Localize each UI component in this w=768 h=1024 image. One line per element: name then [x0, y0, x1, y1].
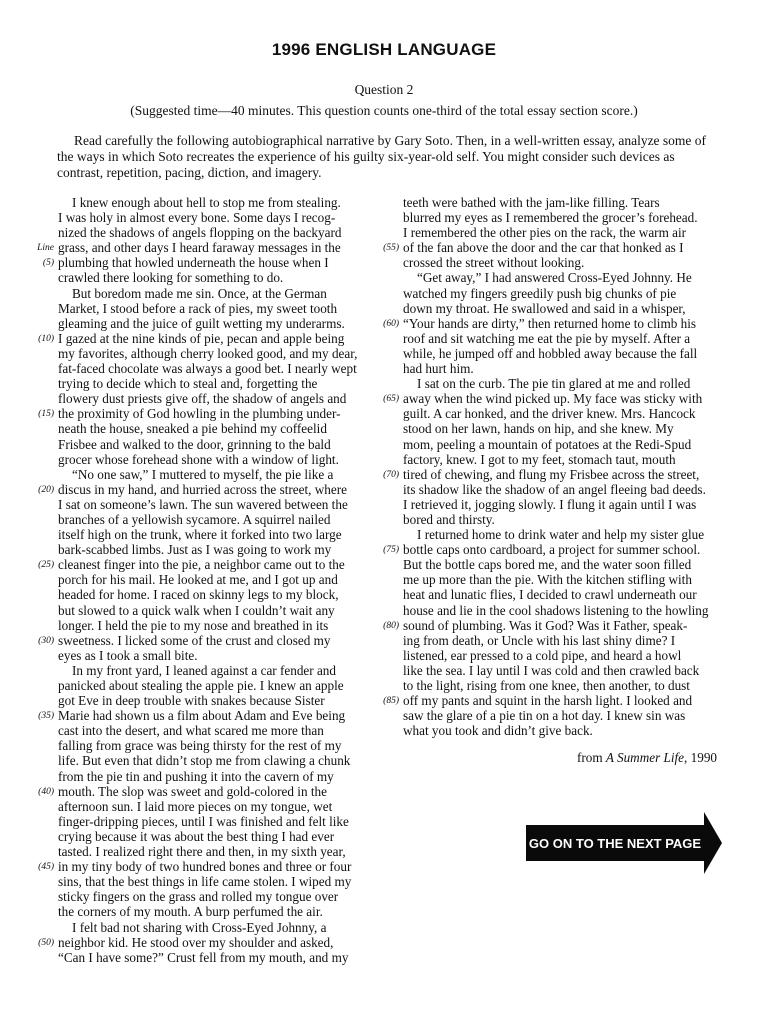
- passage-line-text: what you took and didn’t give back.: [403, 723, 593, 739]
- passage-line-text: But boredom made me sin. Once, at the German: [72, 285, 327, 301]
- passage-line: [58, 587, 376, 602]
- passage-line-text: me up more than the pie. With the kitchen stifling with: [403, 572, 692, 588]
- passage-line: [58, 769, 376, 784]
- passage-line-text: factory, knew. I got to my feet, stomach taut, mouth: [403, 451, 676, 467]
- passage-line: [403, 648, 721, 663]
- passage-line-text: blurred my eyes as I remembered the grocer’s forehead.: [403, 210, 698, 226]
- source-prefix: from: [576, 750, 606, 765]
- line-number-marker: (15): [38, 409, 54, 420]
- source-citation: [403, 750, 717, 766]
- passage-line: [58, 950, 376, 965]
- line-number-marker: (70): [383, 469, 399, 480]
- passage-line-text: crossed the street without looking.: [403, 255, 585, 271]
- passage-line: [403, 210, 721, 225]
- passage-line: [383, 315, 721, 331]
- line-number-marker: (55): [383, 243, 399, 254]
- passage-line: [58, 225, 376, 240]
- passage-line: [383, 693, 721, 709]
- passage-line: [38, 330, 376, 346]
- passage-line-text: plumbing that howled underneath the house when I: [58, 255, 329, 271]
- passage-left-column: [37, 195, 376, 965]
- passage-line: [403, 195, 721, 210]
- passage-line-text: Frisbee and walked to the door, grinning to the bald: [58, 436, 331, 452]
- passage-line-text: I sat on the curb. The pie tin glared at me and rolled: [417, 376, 691, 392]
- line-number-marker: (25): [38, 560, 54, 571]
- passage-line-text: life. But even that didn’t stop me from clawing a chunk: [58, 753, 351, 769]
- next-page-arrow[interactable]: [526, 812, 722, 874]
- passage-line-text: I returned home to drink water and help my sister glue: [417, 527, 705, 543]
- passage-line-text: afternoon sun. I laid more pieces on my tongue, wet: [58, 798, 333, 814]
- passage-line: [403, 270, 721, 285]
- passage-line: [58, 195, 376, 210]
- passage-line: [383, 240, 721, 256]
- passage-line-text: I sat on someone’s lawn. The sun wavered between the: [58, 496, 348, 512]
- passage-line-text: longer. I held the pie to my nose and breathed in its: [58, 617, 329, 633]
- passage-line: [403, 361, 721, 376]
- passage-line-text: headed for home. I raced on skinny legs to my block,: [58, 587, 339, 603]
- line-number-marker: (75): [383, 545, 399, 556]
- passage-line-text: bored and thirsty.: [403, 511, 495, 527]
- line-number-marker: (50): [38, 937, 54, 948]
- passage-line: [403, 225, 721, 240]
- passage-line-text: grocer whose forehead shone with a window of light.: [58, 451, 339, 467]
- passage-line: [58, 618, 376, 633]
- passage-line: [58, 346, 376, 361]
- passage-line: [58, 603, 376, 618]
- passage-line: [403, 678, 721, 693]
- passage-line-text: stood on her lawn, hands on hip, and she knew. My: [403, 421, 674, 437]
- passage-line: [403, 421, 721, 436]
- passage-line-text: bottle caps onto cardboard, a project for summer school.: [403, 542, 701, 558]
- passage-line: [403, 603, 721, 618]
- passage-line: [58, 316, 376, 331]
- line-number-marker: (85): [383, 696, 399, 707]
- next-page-label: GO ON TO THE NEXT PAGE: [528, 836, 702, 851]
- passage-line-text: “No one saw,” I muttered to myself, the pie like a: [72, 466, 334, 482]
- passage-line-text: porch for his mail. He looked at me, and I got up and: [58, 572, 338, 588]
- line-number-marker: (60): [383, 318, 399, 329]
- passage-line-text: flowery dust priests give off, the shadow of angels and: [58, 391, 347, 407]
- passage-line: [58, 920, 376, 935]
- passage-line: [58, 723, 376, 738]
- passage-line-text: down my throat. He swallowed and said in a whisper,: [403, 300, 686, 316]
- line-number-marker: (30): [38, 635, 54, 646]
- passage-line: [403, 708, 721, 723]
- passage-line-text: heat and lunatic flies, I decided to crawl underneath our: [403, 587, 697, 603]
- passage-line-text: listened, ear pressed to a cold pipe, and heard a howl: [403, 647, 682, 663]
- passage-line: [383, 542, 721, 558]
- passage-line-text: finger-dripping pieces, until I was finished and felt like: [58, 813, 349, 829]
- passage-line-text: away when the wind picked up. My face was sticky with: [403, 391, 703, 407]
- page-title: 1996 ENGLISH LANGUAGE: [271, 40, 497, 59]
- passage-line-text: I was holy in almost every bone. Some days I recog-: [58, 210, 336, 226]
- line-number-marker: Line: [37, 243, 54, 254]
- passage-line-text: eyes as I took a small bite.: [58, 647, 198, 663]
- passage-line: [403, 301, 721, 316]
- arrow-shape: [526, 812, 722, 874]
- passage-line: [58, 829, 376, 844]
- passage-line: [403, 512, 721, 527]
- passage-line-text: sound of plumbing. Was it God? Was it Father, speak-: [403, 617, 688, 633]
- passage-line-text: bark-scabbed limbs. Just as I was going to work my: [58, 542, 332, 558]
- passage-line: [58, 753, 376, 768]
- passage-line: [58, 904, 376, 919]
- passage-line: [403, 482, 721, 497]
- passage-line-text: mouth. The slop was sweet and gold-colored in the: [58, 783, 327, 799]
- passage-line: [58, 693, 376, 708]
- passage-line-text: I remembered the other pies on the rack, the warm air: [403, 225, 687, 241]
- line-number-marker: (45): [38, 862, 54, 873]
- passage-line: [383, 391, 721, 407]
- passage-line-text: tasted. I realized right there and then, in my sixth year,: [58, 844, 346, 860]
- passage-line-text: ing from death, or Uncle with his last shiny dime? I: [403, 632, 676, 648]
- passage-line: [403, 663, 721, 678]
- passage-line-text: Marie had shown us a film about Adam and Eve being: [58, 708, 346, 724]
- passage-line: [58, 376, 376, 391]
- passage-right-column: [383, 195, 721, 739]
- passage-line: [403, 406, 721, 421]
- passage-line-text: itself high on the trunk, where it forked into two large: [58, 527, 342, 543]
- passage-line-text: crawled there looking for something to do.: [58, 270, 284, 286]
- passage-line: [58, 663, 376, 678]
- passage-line: [403, 437, 721, 452]
- passage-line-text: neighbor kid. He stood over my shoulder and asked,: [58, 934, 334, 950]
- passage-line-text: “Can I have some?” Crust fell from my mouth, and my: [58, 949, 349, 965]
- passage-line-text: gleaming and the juice of guilt wetting my underarms.: [58, 315, 345, 331]
- line-number-marker: (20): [38, 484, 54, 495]
- passage-line-text: sins, that the best things in life came stolen. I wiped my: [58, 874, 352, 890]
- passage-line: [38, 481, 376, 497]
- passage-line: [403, 346, 721, 361]
- passage-line: [403, 255, 721, 270]
- passage-line: [38, 783, 376, 799]
- passage-line: [58, 286, 376, 301]
- passage-line: [58, 421, 376, 436]
- line-number-marker: (10): [38, 333, 54, 344]
- passage-line: [403, 527, 721, 542]
- passage-line-text: in my tiny body of two hundred bones and three or four: [58, 859, 352, 875]
- passage-line-text: branches of a yellowish sycamore. A squirrel nailed: [58, 511, 331, 527]
- passage-line: [58, 497, 376, 512]
- passage-line-text: grass, and other days I heard faraway messages in the: [58, 240, 341, 256]
- passage-line: [403, 497, 721, 512]
- passage-line: [403, 723, 721, 738]
- passage-line: [58, 844, 376, 859]
- passage-line-text: from the pie tin and pushing it into the cavern of my: [58, 768, 334, 784]
- passage-line-text: house and lie in the cool shadows listening to the howling: [403, 602, 709, 618]
- passage-line: [58, 437, 376, 452]
- passage-line: [58, 270, 376, 285]
- passage-line-text: to the light, rising from one knee, then another, to dust: [403, 678, 690, 693]
- passage-line-text: while, he jumped off and hobbled away because the fall: [403, 345, 698, 361]
- passage-line-text: but slowed to a quick walk when I couldn’t wait any: [58, 602, 335, 618]
- passage-line-text: cleanest finger into the pie, a neighbor came out to the: [58, 557, 345, 573]
- passage-line: [403, 452, 721, 467]
- passage-line: [403, 633, 721, 648]
- passage-line: [58, 678, 376, 693]
- line-number-marker: (80): [383, 620, 399, 631]
- passage-line-text: saw the glare of a pie tin on a hot day. I knew sin was: [403, 708, 686, 724]
- passage-line-text: crying because it was about the best thing I had ever: [58, 828, 335, 844]
- passage-line: [38, 859, 376, 875]
- passage-line-text: roof and sit watching me eat the pie by myself. After a: [403, 330, 691, 346]
- passage-line-text: off my pants and squint in the harsh light. I looked and: [403, 693, 693, 709]
- passage-line: [42, 255, 376, 271]
- passage-line: [58, 542, 376, 557]
- passage-line-text: mom, peeling a mountain of potatoes at the Redi-Spud: [403, 436, 692, 452]
- source-year: , 1990: [684, 750, 717, 765]
- passage-line: [383, 617, 721, 633]
- passage-line: [58, 512, 376, 527]
- passage-line: [58, 648, 376, 663]
- passage-line-text: tired of chewing, and flung my Frisbee across the street,: [403, 466, 700, 482]
- passage-line-text: had hurt him.: [403, 361, 474, 377]
- passage-line-text: sticky fingers on the grass and rolled my tongue over: [58, 889, 339, 905]
- passage-line-text: guilt. A car honked, and the driver knew. Mrs. Hancock: [403, 406, 696, 422]
- line-number-marker: (35): [38, 711, 54, 722]
- source-book: A Summer Life: [605, 750, 685, 765]
- passage-line: [38, 934, 376, 950]
- passage-line-text: discus in my hand, and hurried across the street, where: [58, 481, 347, 497]
- passage-line-text: nized the shadows of angels flopping on the backyard: [58, 225, 342, 241]
- passage-line-text: I gazed at the nine kinds of pie, pecan and apple being: [58, 330, 345, 346]
- passage-line: [58, 799, 376, 814]
- passage-line-text: watched my fingers greedily push big chunks of pie: [403, 285, 677, 301]
- passage-line: [403, 286, 721, 301]
- passage-line-text: the corners of my mouth. A burp perfumed the air.: [58, 904, 323, 920]
- passage-line-text: cast into the desert, and what scared me more than: [58, 723, 324, 739]
- line-number-marker: (5): [42, 258, 54, 269]
- passage-line-text: In my front yard, I leaned against a car fender and: [72, 662, 336, 678]
- passage-line-text: But the bottle caps bored me, and the water soon filled: [403, 557, 692, 573]
- passage-line: [58, 452, 376, 467]
- passage-line-text: of the fan above the door and the car that honked as I: [403, 240, 684, 256]
- passage-line-text: panicked about stealing the apple pie. I knew an apple: [58, 678, 344, 693]
- passage-line-text: the proximity of God howling in the plumbing under-: [58, 406, 341, 422]
- passage-line-text: I retrieved it, jogging slowly. I flung it again until I was: [403, 496, 697, 512]
- passage-line-text: fat-faced chocolate was always a good bet. I nearly wept: [58, 361, 357, 377]
- passage-line-text: I felt bad not sharing with Cross-Eyed Johnny, a: [72, 919, 327, 935]
- passage-line-text: teeth were bathed with the jam-like filling. Tears: [403, 195, 660, 210]
- passage-line: [383, 466, 721, 482]
- passage-line-text: my favorites, although cherry looked good, and my dear,: [58, 345, 358, 361]
- passage-line: [403, 331, 721, 346]
- passage-line: [58, 391, 376, 406]
- passage-line-text: neath the house, sneaked a pie behind my coffeelid: [58, 421, 327, 437]
- passage-line: [58, 361, 376, 376]
- passage-line-text: I knew enough about hell to stop me from stealing.: [72, 195, 341, 210]
- passage-line-text: like the sea. I lay until I was cold and then crawled back: [403, 662, 700, 678]
- line-number-marker: (40): [38, 786, 54, 797]
- passage-line: [58, 210, 376, 225]
- passage-line-text: “Your hands are dirty,” then returned home to climb his: [403, 315, 696, 331]
- passage-line: [38, 708, 376, 724]
- passage-line: [58, 527, 376, 542]
- passage-line: [58, 814, 376, 829]
- suggested-time: (Suggested time—40 minutes. This question counts one-third of the total essay section score.): [130, 103, 638, 118]
- passage-line: [403, 572, 721, 587]
- question-number: Question 2: [354, 82, 414, 97]
- passage-line-text: its shadow like the shadow of an angel fleeing bad deeds.: [403, 481, 706, 497]
- passage-line-text: “Get away,” I had answered Cross-Eyed Johnny. He: [417, 270, 692, 286]
- passage-line-text: sweetness. I licked some of the crust and closed my: [58, 632, 331, 648]
- passage-line: [37, 240, 376, 256]
- passage-line: [403, 557, 721, 572]
- passage-line: [58, 572, 376, 587]
- passage-line-text: falling from grace was being thirsty for the rest of my: [58, 738, 342, 754]
- passage-line-text: got Eve in deep trouble with snakes because Sister: [58, 693, 325, 709]
- passage-line: [58, 874, 376, 889]
- essay-prompt: Read carefully the following autobiographical narrative by Gary Soto. Then, in a well-written essay, analyze some of the ways in which Soto recreates the experience of his guilty six-year-old self. You might consider such devices as contrast, repetition, pacing, diction, and imagery.: [57, 133, 707, 180]
- passage-line: [38, 632, 376, 648]
- passage-line: [403, 376, 721, 391]
- passage-line: [58, 889, 376, 904]
- passage-line-text: trying to decide which to steal and, forgetting the: [58, 376, 318, 392]
- passage-line: [58, 467, 376, 482]
- passage-line-text: Market, I stood before a rack of pies, my sweet tooth: [58, 300, 338, 316]
- line-number-marker: (65): [383, 394, 399, 405]
- passage-line: [38, 406, 376, 422]
- passage-line: [58, 738, 376, 753]
- passage-line: [403, 587, 721, 602]
- passage-line: [58, 301, 376, 316]
- passage-line: [38, 557, 376, 573]
